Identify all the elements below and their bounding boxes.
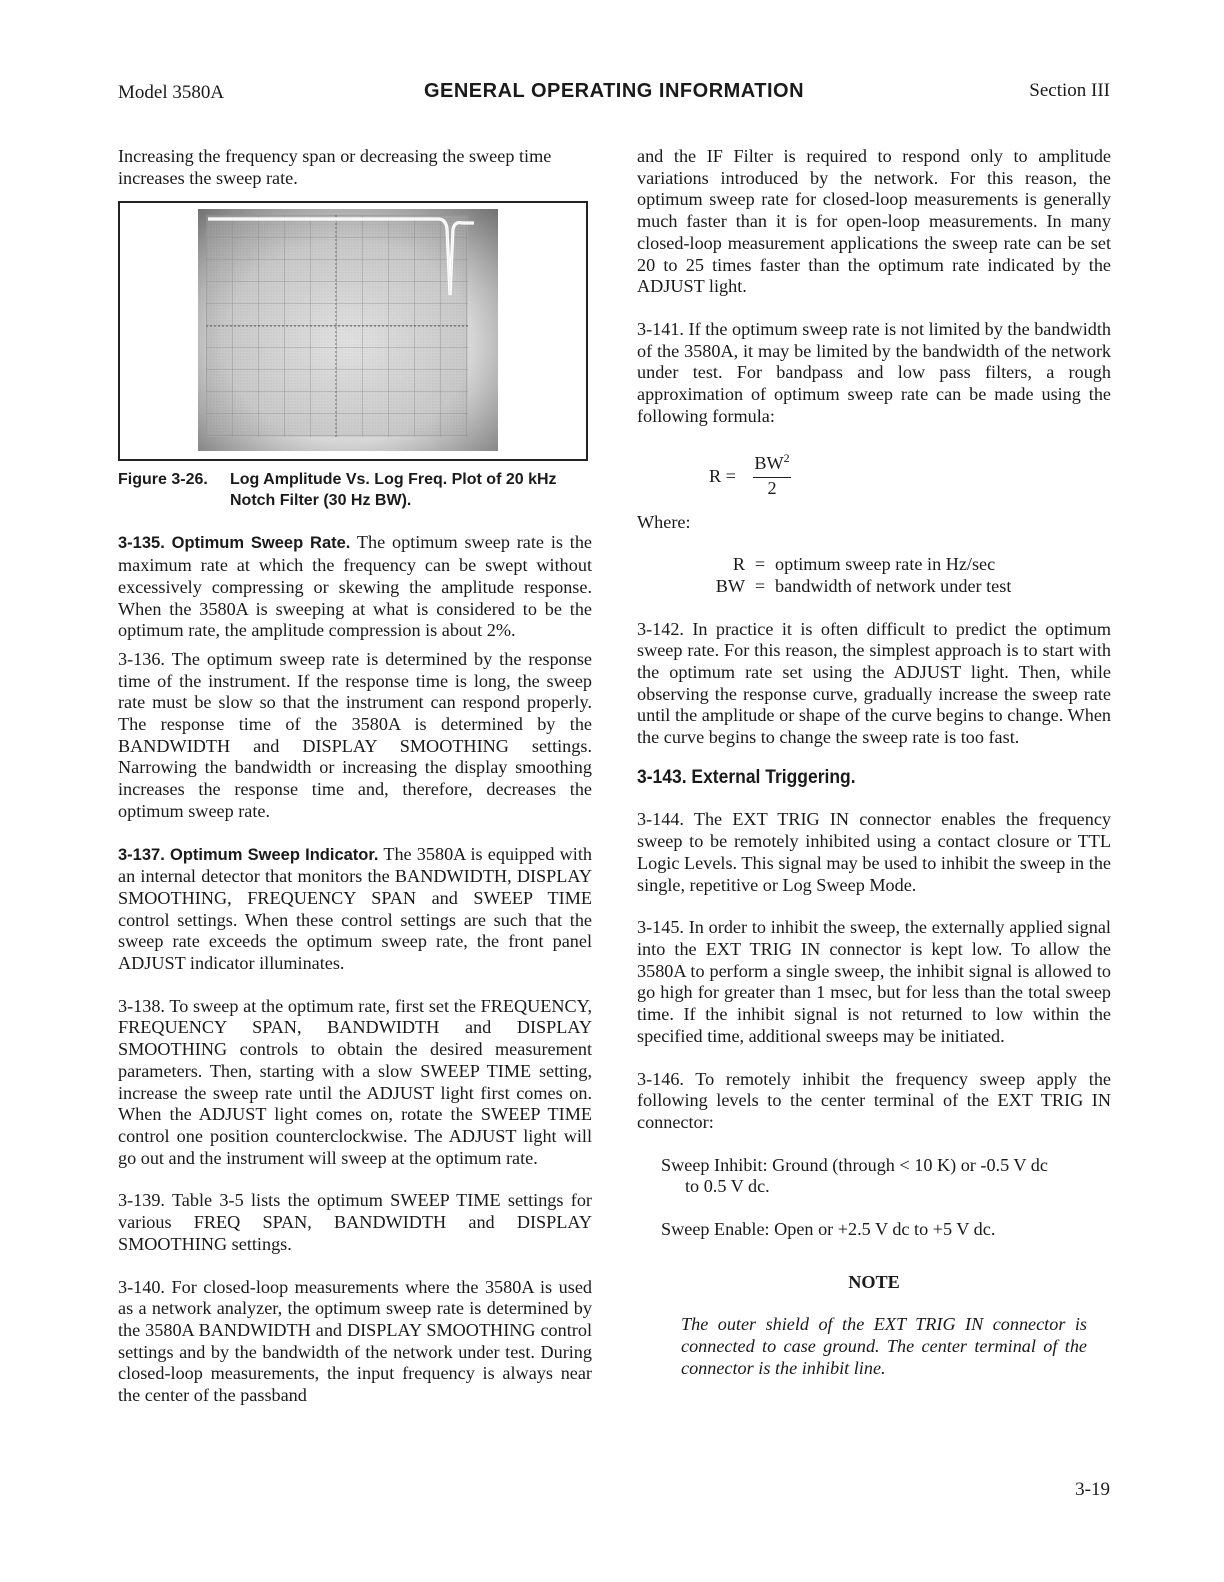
- paragraph-3-145: 3-145. In order to inhibit the sweep, the externally applied signal into the EXT TRIG IN connector is kept low. To allow the 3580A to perform a single sweep, the inhibit signal is allowed to go high for greater than 1 msec, but for less than the total sweep time. If the inhibit signal is not returned to low within the specified time, additional sweeps may be initiated.: [637, 917, 1111, 1046]
- paragraph-3-135: 3-135. Optimum Sweep Rate. The optimum sweep rate is the maximum rate at which the frequency can be swept without excessively compressing or skewing the amplitude response. When the 3580A is sweeping at what is considered to be the optimum rate, the amplitude compression is about 2%.: [118, 532, 592, 641]
- header-section: Section III: [1029, 80, 1110, 101]
- sweep-enable-spec: Sweep Enable: Open or +2.5 V dc to +5 V dc.: [661, 1219, 996, 1240]
- formula-fraction: [753, 448, 791, 499]
- header-model: Model 3580A: [118, 82, 225, 103]
- formula-numerator: BW: [754, 453, 784, 474]
- caption-line2: Notch Filter (30 Hz BW).: [230, 492, 412, 510]
- paragraph-3-139: 3-139. Table 3-5 lists the optimum SWEEP TIME settings for various FREQ SPAN, BANDWIDTH and DISPLAY SMOOTHING settings.: [118, 1190, 592, 1254]
- note-title: NOTE: [848, 1271, 900, 1292]
- caption-number: Figure 3-26.: [118, 471, 208, 489]
- formula-denominator: 2: [767, 478, 777, 499]
- intro-paragraph: Increasing the frequency span or decreasing the sweep time increases the sweep rate.: [118, 146, 552, 188]
- right-column: [637, 146, 1111, 1380]
- where-label: Where:: [637, 512, 691, 533]
- header-title: GENERAL OPERATING INFORMATION: [423, 80, 805, 102]
- formula-definitions: [637, 554, 1111, 597]
- left-column: [118, 146, 592, 1407]
- paragraph-3-137: 3-137. Optimum Sweep Indicator. The 3580A is equipped with an internal detector that monitors the BANDWIDTH, DISPLAY SMOOTHING, FREQUENCY SPAN and SWEEP TIME control settings. When these control settings are such that the sweep rate exceeds the optimum sweep rate, the front panel ADJUST indicator illuminates.: [118, 843, 592, 974]
- paragraph-3-138: 3-138. To sweep at the optimum rate, first set the FREQUENCY, FREQUENCY SPAN, BANDWIDTH and DISPLAY SMOOTHING controls to obtain the desired measurement parameters. Then, starting with a slow SWEEP TIME setting, increase the sweep rate until the ADJUST light first comes on. When the ADJUST light comes on, rotate the SWEEP TIME control one position counterclockwise. The ADJUST light will go out and the instrument will sweep at the optimum rate.: [118, 995, 592, 1168]
- paragraph-3-141: 3-141. If the optimum sweep rate is not limited by the bandwidth of the 3580A, it may be limited by the bandwidth of the network under test. For bandpass and low pass filters, a rough approximation of optimum sweep rate can be made using the following formula:: [637, 318, 1111, 426]
- sweep-inhibit-spec: Sweep Inhibit: Ground (through < 10 K) or -0.5 V dc to 0.5 V dc.: [661, 1154, 1048, 1197]
- figure-caption: [118, 469, 592, 511]
- formula-exponent: 2: [783, 451, 790, 466]
- paragraph-heading: 3-137. Optimum Sweep Indicator.: [118, 845, 379, 864]
- paragraph-3-144: 3-144. The EXT TRIG IN connector enables the frequency sweep to be remotely inhibited using a contact closure or TTL Logic Levels. This signal may be used to inhibit the sweep in the single, repetitive or Log Sweep Mode.: [637, 809, 1111, 895]
- note-body: The outer shield of the EXT TRIG IN connector is connected to case ground. The center terminal of the connector is the inhibit line.: [681, 1314, 1087, 1378]
- paragraph-heading: 3-135. Optimum Sweep Rate.: [118, 534, 351, 553]
- page-number: 3-19: [1075, 1479, 1110, 1500]
- paragraph-3-146: 3-146. To remotely inhibit the frequency sweep apply the following levels to the center terminal of the EXT TRIG IN connector:: [637, 1068, 1111, 1132]
- section-heading-external-triggering: 3-143. External Triggering.: [637, 766, 856, 788]
- definition-row: BW = bandwidth of network under test: [715, 575, 1012, 596]
- paragraph-3-142: 3-142. In practice it is often difficult to predict the optimum sweep rate. For this reason, the simplest approach is to start with the optimum rate set using the ADJUST light. Then, while observing the response curve, gradually increase the sweep rate until the amplitude or shape of the curve begins to change. When the curve begins to change the sweep rate is too fast.: [637, 618, 1111, 748]
- definition-row: R = optimum sweep rate in Hz/sec: [732, 554, 996, 575]
- paragraph-3-136: 3-136. The optimum sweep rate is determined by the response time of the instrument. If the response time is long, the sweep rate must be slow so that the instrument can respond properly. The response time of the 3580A is determined by the BANDWIDTH and DISPLAY SMOOTHING settings. Narrowing the bandwidth or increasing the display smoothing increases the response time and, therefore, decreases the optimum sweep rate.: [118, 648, 592, 821]
- figure-3-26: [118, 201, 588, 461]
- paragraph-3-140-continued: and the IF Filter is required to respond only to amplitude variations introduced by the network. For this reason, the optimum sweep rate for closed-loop measurements is generally much faster than it is for open-loop measurements. In many closed-loop measurement applications the sweep rate can be set 20 to 25 times faster than the optimum rate indicated by the ADJUST light.: [637, 146, 1111, 297]
- paragraph-3-140: 3-140. For closed-loop measurements where the 3580A is used as a network analyzer, the optimum sweep rate is determined by the 3580A BANDWIDTH and DISPLAY SMOOTHING control settings and by the bandwidth of the network under test. During closed-loop measurements, the input frequency is always near the center of the passband: [118, 1276, 592, 1406]
- caption-line1: Log Amplitude Vs. Log Freq. Plot of 20 kHz: [230, 471, 557, 489]
- sweep-rate-formula: [637, 448, 1111, 512]
- page-header: [118, 80, 1110, 110]
- oscilloscope-plot-image: [198, 209, 498, 451]
- formula-lhs: R =: [709, 466, 736, 487]
